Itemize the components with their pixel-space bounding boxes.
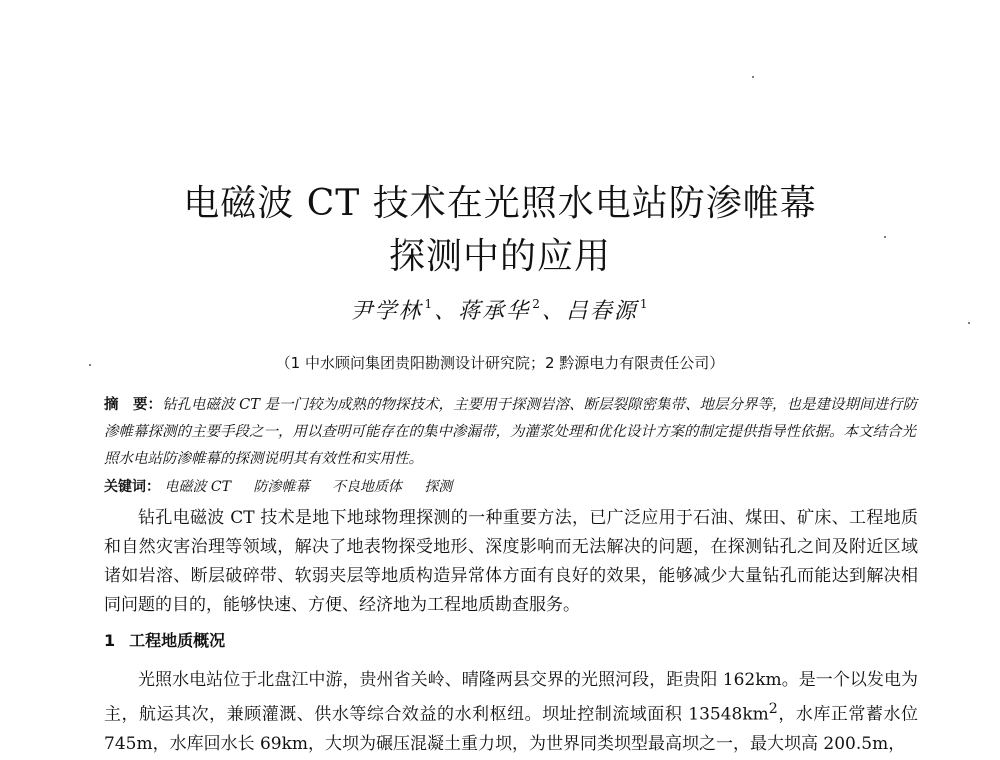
keywords xyxy=(104,476,470,496)
scan-speck xyxy=(752,76,754,78)
section-paragraph-text-cont: ，水库正常蓄水位 745m，水库回水长 69km，大坝为碾压混凝土重力坝，为世界同类坝型最高坝之一，最大坝高 200.5m， xyxy=(104,704,919,754)
abstract xyxy=(104,392,918,473)
section-paragraph xyxy=(104,666,918,759)
section-title: 工程地质概况 xyxy=(129,631,226,650)
author-separator: 、 xyxy=(541,299,566,324)
author-affiliation-mark: 1 xyxy=(639,297,650,311)
author-name: 蒋承华 xyxy=(458,299,531,324)
keyword: 不良地质体 xyxy=(331,479,402,495)
keyword: 探测 xyxy=(424,479,453,495)
keywords-label: 关键词： xyxy=(104,479,160,495)
keyword: 防渗帷幕 xyxy=(253,479,310,495)
section-paragraph-text: 光照水电站位于北盘江中游，贵州省关岭、晴隆两县交界的光照河段，距贵阳 162km。是一个以发电为主，航运其次，兼顾灌溉、供水等综合效益的水利枢纽。坝址控制流域面积 13548km xyxy=(104,670,918,725)
affiliation: （1 中水顾问集团贵阳勘测设计研究院；2 黔源电力有限责任公司） xyxy=(275,354,725,372)
superscript: 2 xyxy=(768,701,778,717)
keyword: 电磁波 CT xyxy=(164,479,231,495)
author-name: 吕春源 xyxy=(565,299,638,324)
paper-title-line-1: 电磁波 CT 技术在光照水电站防渗帷幕 xyxy=(183,183,817,224)
author-affiliation-mark: 2 xyxy=(532,297,542,311)
scan-speck xyxy=(89,364,91,366)
scan-speck xyxy=(884,236,886,238)
abstract-label: 摘 要： xyxy=(104,397,162,413)
author-affiliation-mark: 1 xyxy=(424,297,435,311)
section-heading xyxy=(104,628,225,651)
author-separator: 、 xyxy=(434,299,459,324)
scan-speck xyxy=(968,322,970,324)
section-number: 1 xyxy=(104,631,116,650)
author-name: 尹学林 xyxy=(350,299,423,324)
intro-paragraph: 钻孔电磁波 CT 技术是地下地球物理探测的一种重要方法，已广泛应用于石油、煤田、矿床、工程地质和自然灾害治理等领域，解决了地表物探受地形、深度影响而无法解决的问题，在探测钻孔之间及附近区域诸如岩溶、断层破碎带、软弱夹层等地质构造异常体方面有良好的效果，能够减少大量钻孔而能达到解决相同问题的目的，能够快速、方便、经济地为工程地质勘查服务。 xyxy=(104,508,918,615)
abstract-text: 钻孔电磁波 CT 是一门较为成熟的物探技术，主要用于探测岩溶、断层裂隙密集带、地层分界等，也是建设期间进行防渗帷幕探测的主要手段之一，用以查明可能存在的集中渗漏带，为灌浆处理和优化设计方案的制定提供指导性依据。本文结合光照水电站防渗帷幕的探测说明其有效性和实用性。 xyxy=(104,397,917,467)
author-list xyxy=(0,294,1000,325)
paper-title-line-2: 探测中的应用 xyxy=(388,236,611,277)
